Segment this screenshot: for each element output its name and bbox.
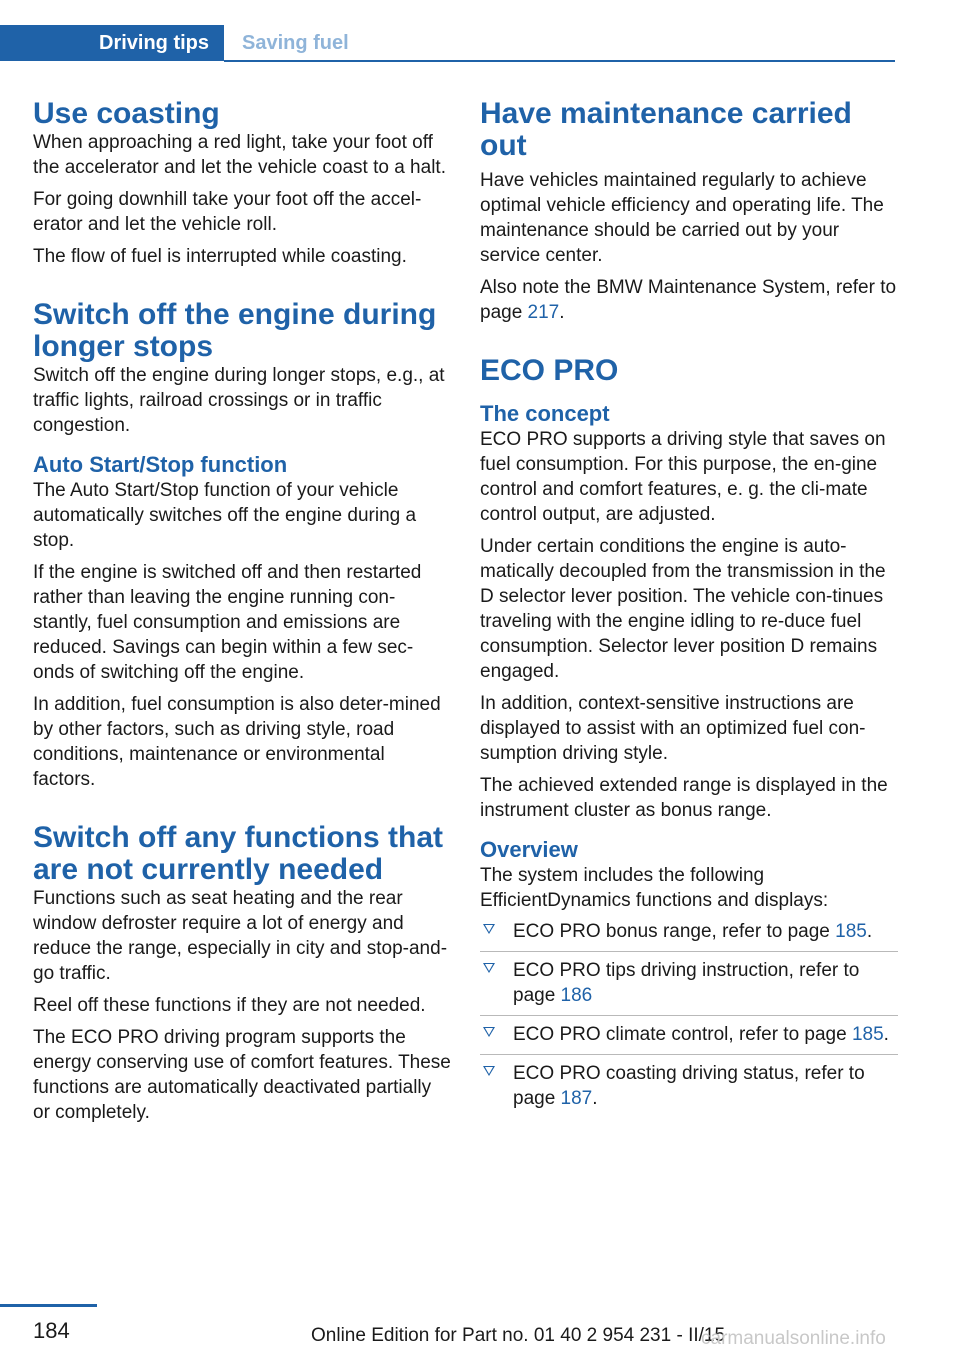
paragraph: The flow of fuel is interrupted while coasting.	[33, 246, 407, 267]
list-item	[480, 1016, 898, 1055]
paragraph: In addition, fuel consumption is also deter‐mined by other factors, such as driving style, road conditions, maintenance or environmental factors.	[33, 694, 441, 790]
function-list	[480, 913, 898, 1118]
list-item-text: ECO PRO bonus range, refer to page	[513, 921, 836, 942]
paragraph: The ECO PRO driving program supports the energy conserving use of comfort features. These functions are automatically deactivated partially or completely.	[33, 1027, 451, 1123]
list-item-end: .	[866, 921, 873, 942]
header-divider	[224, 60, 895, 62]
list-item-text: ECO PRO coasting driving status, refer to page	[513, 1063, 865, 1109]
paragraph: For going downhill take your foot off the accel‐erator and let the vehicle roll.	[33, 189, 422, 235]
triangle-bullet-icon	[483, 1066, 495, 1076]
list-item-text: ECO PRO climate control, refer to page	[513, 1024, 852, 1045]
right-column	[480, 98, 898, 1118]
page-number: 184	[33, 1318, 70, 1343]
chapter-tab[interactable]: Driving tips	[0, 25, 224, 61]
page-link[interactable]: 187	[560, 1088, 593, 1109]
heading-switch-off-engine: Switch off the engine during longer stops	[33, 298, 437, 363]
left-column	[33, 98, 451, 1125]
paragraph: The system includes the following EfficientDynamics functions and displays:	[480, 865, 829, 911]
list-item	[480, 952, 898, 1016]
heading-maintenance: Have maintenance carried out	[480, 97, 852, 162]
paragraph: Under certain conditions the engine is auto‐matically decoupled from the transmission in the D selector lever position. The vehicle con‐tinues traveling with the engine idling to re‐duce fuel consumption. Selector lever position D remains engaged.	[480, 536, 886, 682]
paragraph: Switch off the engine during longer stops, e.g., at traffic lights, railroad crossings or in traffic congestion.	[33, 365, 445, 436]
triangle-bullet-icon	[483, 924, 495, 934]
subheading-overview: Overview	[480, 837, 578, 862]
triangle-bullet-icon	[483, 1027, 495, 1037]
paragraph: When approaching a red light, take your foot off the accelerator and let the vehicle coast to a halt.	[33, 132, 446, 178]
paragraph: Reel off these functions if they are not needed.	[33, 995, 426, 1016]
list-item	[480, 1055, 898, 1118]
page-link[interactable]: 186	[560, 985, 593, 1006]
section-tab[interactable]: Saving fuel	[242, 32, 349, 54]
list-item-end: .	[592, 1088, 598, 1109]
paragraph: The achieved extended range is displayed in the instrument cluster as bonus range.	[480, 775, 888, 821]
page-link[interactable]: 185	[851, 1024, 884, 1045]
paragraph-end: .	[559, 302, 565, 323]
heading-eco-pro: ECO PRO	[480, 354, 619, 387]
watermark: carmanualsonline.info	[701, 1328, 886, 1349]
page-link[interactable]: 185	[835, 921, 867, 942]
paragraph: If the engine is switched off and then restarted rather than leaving the engine running con‐stantly, fuel consumption and emissions are reduced. Savings can begin within a few sec‐onds of switching off the engine.	[33, 562, 422, 683]
page-header	[0, 25, 895, 61]
list-item	[480, 913, 898, 952]
paragraph: ECO PRO supports a driving style that saves on fuel consumption. For this purpose, the en‐gine control and comfort features, e. g. the cli‐mate control output, are adjusted.	[480, 429, 886, 525]
heading-switch-off-functions: Switch off any functions that are not currently needed	[33, 821, 443, 886]
subheading-auto-start-stop: Auto Start/Stop function	[33, 452, 288, 477]
paragraph: The Auto Start/Stop function of your vehicle automatically switches off the engine during a stop.	[33, 480, 417, 551]
footer-divider	[0, 1304, 97, 1307]
page-link[interactable]: 217	[527, 302, 560, 323]
list-item-text: ECO PRO tips driving instruction, refer to page	[513, 960, 860, 1006]
paragraph-text: Also note the BMW Maintenance System, refer to page	[480, 277, 897, 323]
triangle-bullet-icon	[483, 963, 495, 973]
list-item-end: .	[883, 1024, 889, 1045]
subheading-the-concept: The concept	[480, 401, 610, 426]
edition-note: Online Edition for Part no. 01 40 2 954 231 - II/15	[311, 1325, 726, 1346]
heading-use-coasting: Use coasting	[33, 97, 220, 130]
paragraph: Have vehicles maintained regularly to achieve optimal vehicle efficiency and operating life. The maintenance should be carried out by your service center.	[480, 170, 884, 266]
paragraph: In addition, context-sensitive instructions are displayed to assist with an optimized fuel con‐sumption driving style.	[480, 693, 866, 764]
paragraph: Functions such as seat heating and the rear window defroster require a lot of energy and reduce the range, especially in city and stop-and-go traffic.	[33, 888, 448, 984]
paragraph	[480, 275, 898, 325]
